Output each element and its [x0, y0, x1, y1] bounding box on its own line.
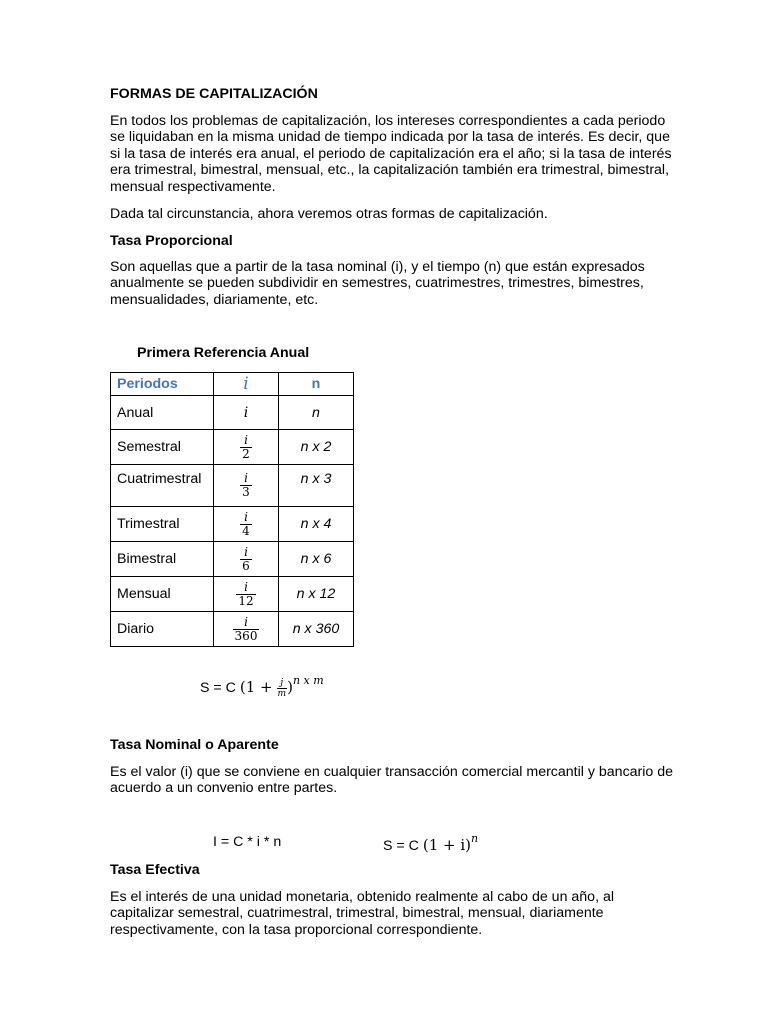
table-row: [111, 612, 354, 647]
fraction-denominator: 2: [242, 446, 250, 461]
cell-periodo: Mensual: [111, 577, 214, 612]
cell-periodo: Cuatrimestral: [111, 465, 214, 507]
cell-i: [214, 577, 279, 612]
formula-interes-simple: I = C * i * n: [213, 834, 282, 850]
cell-periodo: Anual: [111, 396, 214, 430]
fraction: [240, 434, 252, 461]
table-row: [111, 507, 354, 542]
formula-prefix: S = C: [200, 680, 236, 696]
cell-periodo: Diario: [111, 612, 214, 647]
cell-i: [214, 612, 279, 647]
fraction-numerator: j: [277, 678, 288, 689]
cell-n: n x 12: [279, 577, 354, 612]
fraction-numerator: i: [233, 616, 260, 630]
fraction: [236, 581, 255, 608]
fraction-numerator: i: [240, 472, 252, 486]
table-caption: Primera Referencia Anual: [137, 345, 310, 361]
fraction-denominator: m: [277, 688, 287, 699]
fraction-denominator: 12: [238, 593, 254, 608]
fraction-denominator: 360: [234, 628, 258, 643]
fraction: [240, 472, 252, 499]
cell-n: n x 3: [279, 465, 354, 507]
formula-proporcional: [200, 674, 324, 699]
intro-paragraph-2: Dada tal circunstancia, ahora veremos otras formas de capitalización.: [110, 206, 548, 222]
fraction-denominator: 6: [242, 558, 250, 573]
cell-periodo: Trimestral: [111, 507, 214, 542]
cell-n: n x 2: [279, 430, 354, 465]
heading-tasa-proporcional: Tasa Proporcional: [110, 233, 233, 249]
paragraph-tasa-nominal: Es el valor (i) que se conviene en cualquier transacción comercial mercantil y bancario de acuerdo a un convenio entre partes.: [110, 764, 674, 797]
table-row: [111, 465, 354, 507]
cell-i: [214, 465, 279, 507]
cell-n: n: [279, 396, 354, 430]
fraction: [233, 616, 260, 643]
formula-close: ): [287, 678, 293, 696]
paragraph-tasa-proporcional: Son aquellas que a partir de la tasa nominal (i), y el tiempo (n) que están expresados anualmente se pueden subdividir en semestres, cuatrimestres, trimestres, bimestres, mensualidades, diariamente, etc.: [110, 259, 645, 308]
reference-table: [110, 372, 354, 647]
heading-tasa-nominal: Tasa Nominal o Aparente: [110, 737, 279, 753]
formula-body: (1 + i): [422, 836, 471, 854]
table-row: [111, 396, 354, 430]
fraction-numerator: i: [236, 581, 255, 595]
cell-i: [214, 542, 279, 577]
header-n: n: [279, 373, 354, 396]
fraction-numerator: i: [240, 546, 252, 560]
fraction-numerator: i: [240, 511, 252, 525]
cell-i: [214, 430, 279, 465]
formula-monto-compuesto: [383, 832, 478, 854]
formula-prefix: S = C: [383, 838, 419, 854]
fraction-denominator: 3: [242, 485, 250, 499]
fraction-denominator: 4: [242, 523, 250, 538]
fraction-numerator: i: [240, 434, 252, 448]
heading-tasa-efectiva: Tasa Efectiva: [110, 862, 200, 878]
cell-i: [214, 507, 279, 542]
cell-i: i: [214, 396, 279, 430]
fraction: [240, 511, 252, 538]
cell-periodo: Semestral: [111, 430, 214, 465]
table-row: [111, 577, 354, 612]
table-row: [111, 542, 354, 577]
cell-n: n x 4: [279, 507, 354, 542]
table-row: [111, 430, 354, 465]
formula-open: (1 +: [239, 678, 273, 696]
cell-n: n x 360: [279, 612, 354, 647]
fraction: [277, 678, 288, 699]
table-header-row: [111, 373, 354, 396]
header-i: i: [214, 373, 279, 396]
paragraph-tasa-efectiva: Es el interés de una unidad monetaria, obtenido realmente al cabo de un año, al capitalizar semestral, cuatrimestral, trimestral, bimestral, mensual, diariamente respectivamente, con la tasa proporcional correspondiente.: [110, 889, 615, 938]
page-title: FORMAS DE CAPITALIZACIÓN: [110, 86, 318, 102]
cell-n: n x 6: [279, 542, 354, 577]
intro-paragraph: En todos los problemas de capitalización, los intereses correspondientes a cada periodo se liquidaban en la misma unidad de tiempo indicada por la tasa de interés. Es decir, que si la tasa de interés era anual, el periodo de capitalización era el año; si la tasa de interés era trimestral, bimestral, mensual, etc., la capitalización también era trimestral, bimestral, mensual respectivamente.: [110, 113, 672, 195]
cell-periodo: Bimestral: [111, 542, 214, 577]
header-periodos: Periodos: [111, 373, 214, 396]
fraction: [240, 546, 252, 573]
formula-exponent: n x m: [292, 674, 324, 687]
formula-exponent: n: [471, 832, 479, 845]
